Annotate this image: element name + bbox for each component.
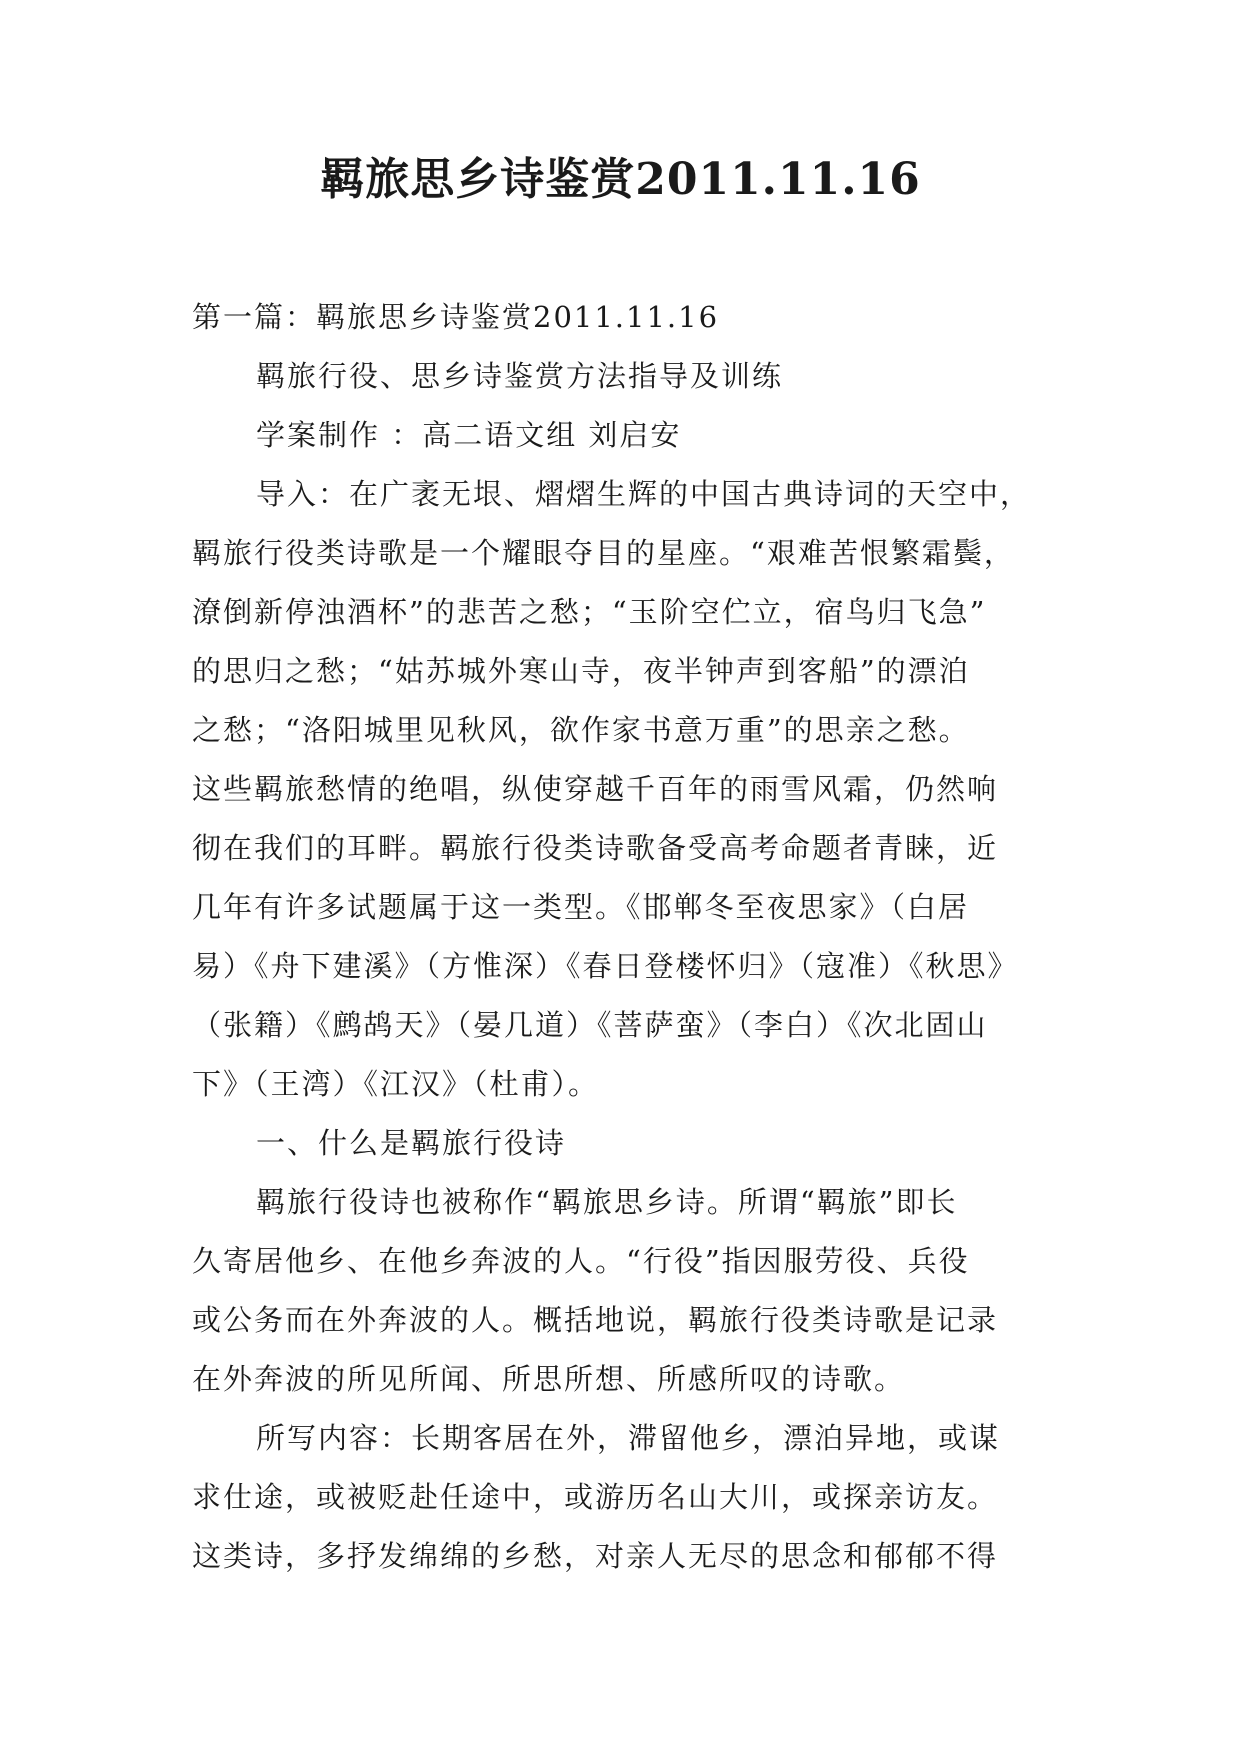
paragraph-line: 导入：在广袤无垠、熠熠生辉的中国古典诗词的天空中， — [256, 477, 1032, 511]
paragraph-line: 这些羁旅愁情的绝唱，纵使穿越千百年的雨雪风霜，仍然响 — [192, 772, 999, 806]
paragraph-line: 下》（王湾）《江汉》（杜甫）。 — [192, 1067, 600, 1101]
subtitle-line: 羁旅行役、思乡诗鉴赏方法指导及训练 — [256, 359, 784, 393]
document-body — [192, 288, 1082, 1586]
paragraph-line: 潦倒新停浊酒杯”的悲苦之愁；“玉阶空伫立，宿鸟归飞急” — [192, 595, 987, 629]
paragraph-line: 的思归之愁；“姑苏城外寒山寺，夜半钟声到客船”的漂泊 — [192, 654, 970, 688]
paragraph-line: 这类诗，多抒发绵绵的乡愁，对亲人无尽的思念和郁郁不得 — [192, 1539, 999, 1573]
paragraph-line: 求仕途，或被贬赴任途中，或游历名山大川，或探亲访友。 — [192, 1480, 999, 1514]
paragraph-line: 所写内容：长期客居在外，滞留他乡，漂泊异地，或谋 — [256, 1421, 1001, 1455]
section-heading: 第一篇：羁旅思乡诗鉴赏2011.11.16 — [192, 300, 720, 334]
paragraph-line: 几年有许多试题属于这一类型。《邯郸冬至夜思家》（白居 — [192, 890, 970, 924]
paragraph-line: 在外奔波的所见所闻、所思所想、所感所叹的诗歌。 — [192, 1362, 906, 1396]
subsection-heading: 一、什么是羁旅行役诗 — [256, 1126, 567, 1160]
document-title: 羁旅思乡诗鉴赏2011.11.16 — [320, 154, 921, 205]
paragraph-line: （张籍）《鹧鸪天》（晏几道）《菩萨蛮》（李白）《次北固山 — [192, 1008, 988, 1042]
paragraph-line: 羁旅行役诗也被称作“羁旅思乡诗。所谓“羁旅”即长 — [256, 1185, 958, 1219]
author-line: 学案制作 ：高二语文组 刘启安 — [256, 418, 682, 452]
paragraph-line: 久寄居他乡、在他乡奔波的人。“行役”指因服劳役、兵役 — [192, 1244, 970, 1278]
paragraph-line: 之愁；“洛阳城里见秋风，欲作家书意万重”的思亲之愁。 — [192, 713, 970, 747]
paragraph-line: 或公务而在外奔波的人。概括地说，羁旅行役类诗歌是记录 — [192, 1303, 999, 1337]
paragraph-line: 彻在我们的耳畔。羁旅行役类诗歌备受高考命题者青睐，近 — [192, 831, 999, 865]
paragraph-line: 易）《舟下建溪》（方惟深）《春日登楼怀归》（寇准）《秋思》 — [192, 949, 1019, 983]
paragraph-line: 羁旅行役类诗歌是一个耀眼夺目的星座。“艰难苦恨繁霜鬓， — [192, 536, 1015, 570]
